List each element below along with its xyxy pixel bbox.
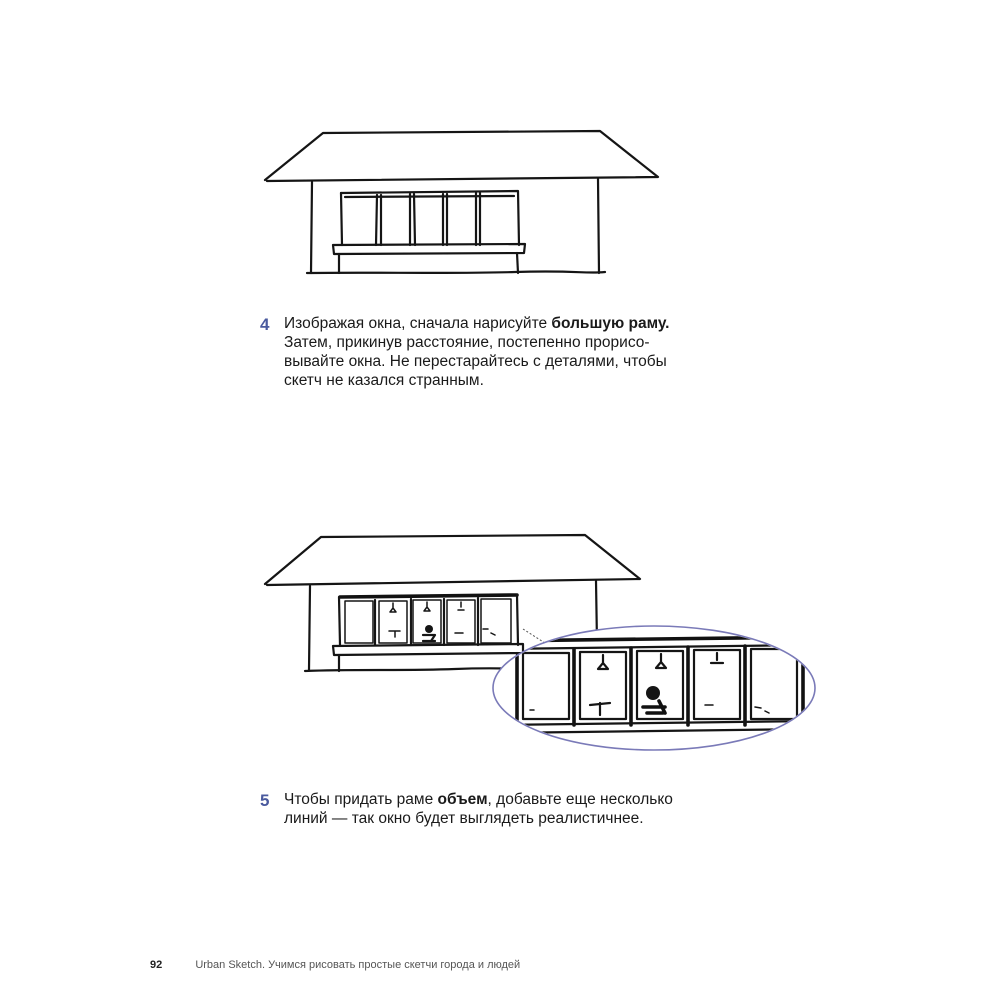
page-number: 92 <box>150 959 163 971</box>
step-number: 4 <box>260 315 270 334</box>
step-4-caption <box>260 314 669 390</box>
book-title: Urban Sketch. Учимся рисовать простые скетчи города и людей <box>195 959 521 971</box>
caption-line: линий — так окно будет выглядеть реалистичнее. <box>284 810 644 827</box>
house-sketch-window-volume <box>255 525 815 760</box>
caption-line: скетч не казался странным. <box>284 372 484 389</box>
emphasis: объем <box>437 791 488 808</box>
step-number: 5 <box>260 791 270 810</box>
house-sketch-window-frame <box>255 105 665 295</box>
caption-line: Затем, прикинув расстояние, постепенно прорисо- <box>284 334 650 351</box>
emphasis: большую раму. <box>551 315 670 332</box>
page-footer <box>150 959 520 971</box>
caption-line: Чтобы придать раме объем, добавьте еще несколько <box>284 791 673 808</box>
caption-line: вывайте окна. Не перестарайтесь с деталями, чтобы <box>284 353 667 370</box>
caption-line: Изображая окна, сначала нарисуйте большую раму. <box>284 315 670 332</box>
step-5-caption <box>260 790 673 828</box>
